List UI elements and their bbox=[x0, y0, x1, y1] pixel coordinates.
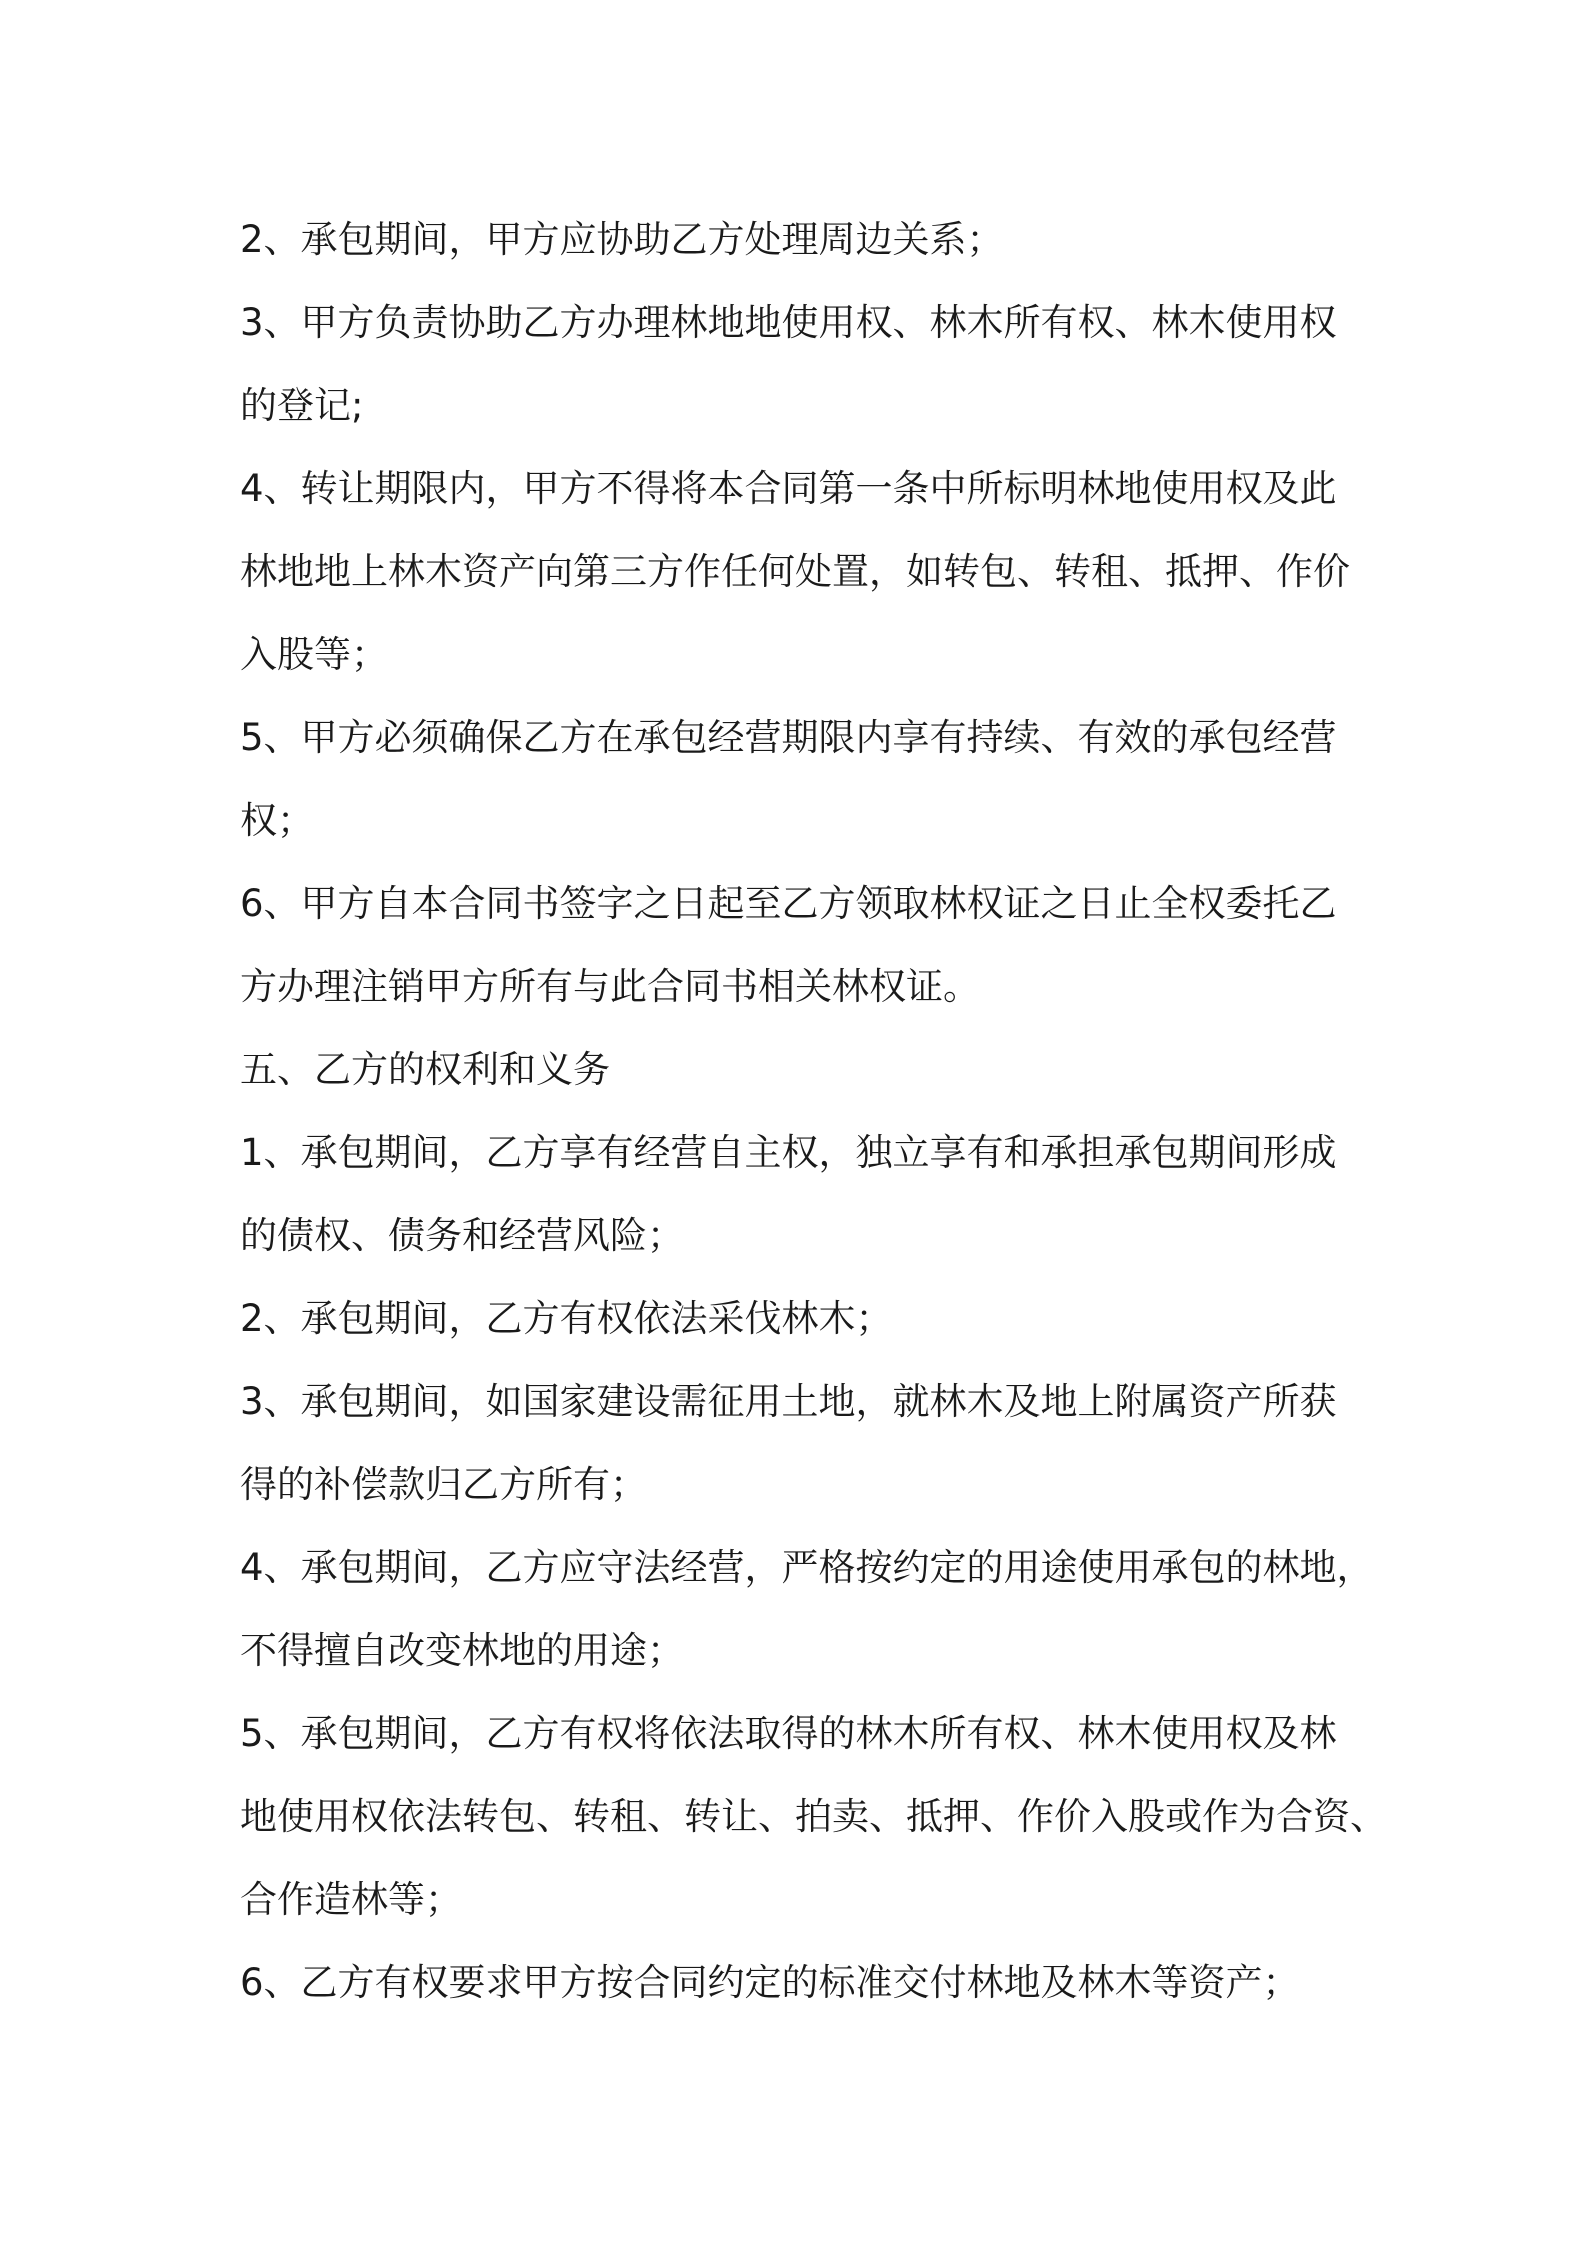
text-line: 5、承包期间，乙方有权将依法取得的林木所有权、林木使用权及林 bbox=[240, 1712, 1337, 1755]
text-line: 6、乙方有权要求甲方按合同约定的标准交付林地及林木等资产； bbox=[240, 1961, 1300, 2004]
text-line: 入股等； bbox=[240, 633, 388, 676]
text-line: 6、甲方自本合同书签字之日起至乙方领取林权证之日止全权委托乙 bbox=[240, 882, 1337, 925]
text-line: 地使用权依法转包、转租、转让、拍卖、抵押、作价入股或作为合资、 bbox=[240, 1795, 1387, 1838]
text-line: 不得擅自改变林地的用途； bbox=[240, 1629, 684, 1672]
text-line: 1、承包期间，乙方享有经营自主权，独立享有和承担承包期间形成 bbox=[240, 1131, 1337, 1174]
text-line: 4、转让期限内，甲方不得将本合同第一条中所标明林地使用权及此 bbox=[240, 467, 1337, 510]
text-line: 2、承包期间，甲方应协助乙方处理周边关系； bbox=[240, 218, 1004, 261]
text-line: 3、甲方负责协助乙方办理林地地使用权、林木所有权、林木使用权 bbox=[240, 301, 1337, 344]
text-line: 的登记; bbox=[240, 384, 364, 427]
text-line: 权； bbox=[240, 799, 314, 842]
text-line: 2、承包期间，乙方有权依法采伐林木； bbox=[240, 1297, 893, 1340]
section-heading: 五、乙方的权利和义务 bbox=[240, 1048, 610, 1091]
text-line: 方办理注销甲方所有与此合同书相关林权证。 bbox=[240, 965, 980, 1008]
text-line: 合作造林等； bbox=[240, 1878, 462, 1921]
text-line: 3、承包期间，如国家建设需征用土地，就林木及地上附属资产所获 bbox=[240, 1380, 1337, 1423]
text-line: 4、承包期间，乙方应守法经营，严格按约定的用途使用承包的林地， bbox=[240, 1546, 1374, 1589]
contract-text bbox=[240, 198, 1387, 2024]
text-line: 得的补偿款归乙方所有； bbox=[240, 1463, 647, 1506]
text-line: 5、甲方必须确保乙方在承包经营期限内享有持续、有效的承包经营 bbox=[240, 716, 1337, 759]
text-line: 林地地上林木资产向第三方作任何处置，如转包、转租、抵押、作价 bbox=[240, 550, 1350, 593]
text-line: 的债权、债务和经营风险； bbox=[240, 1214, 684, 1257]
